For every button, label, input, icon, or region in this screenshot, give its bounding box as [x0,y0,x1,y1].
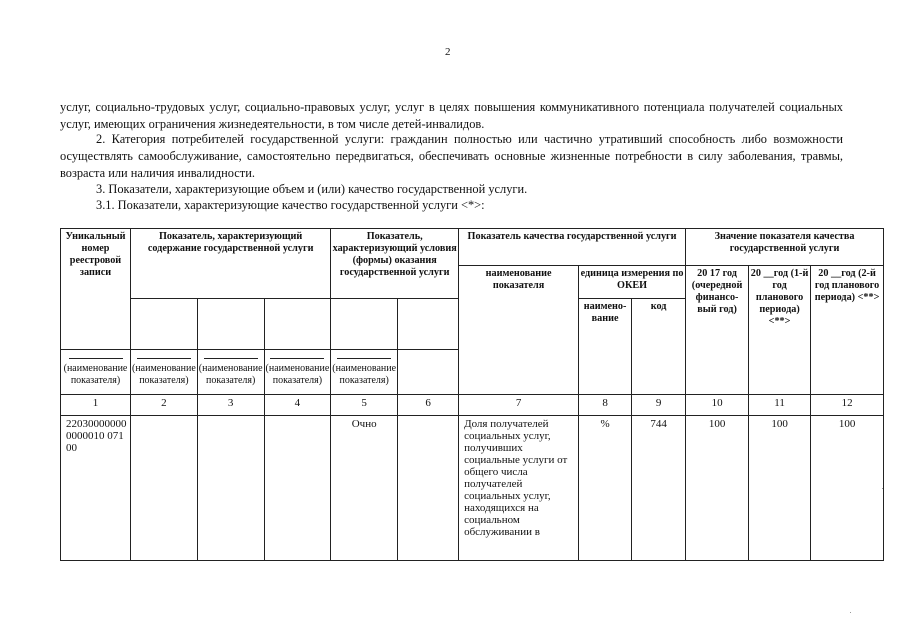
header-conditions-indicator: Показатель, характеризующий условия (формы) оказания государственной услуги [331,229,459,299]
cell-value-plan1: 100 [749,416,811,561]
sub-label-5: (наименование показателя) [332,363,397,386]
column-number: 11 [749,395,811,416]
cell-indicator-name: Доля получателей социальных услуг, получивших социальные услуги от общего числа получателей социальных услуг, находящихся на социальном обслуживании в [459,416,579,561]
cell-content-1 [131,416,198,561]
header-year-plan2: 20 __год (2-й год планового периода) <**> [811,266,884,395]
quality-indicators-table [60,228,884,561]
column-number: 1 [61,395,131,416]
column-number: 4 [264,395,331,416]
column-number: 10 [686,395,749,416]
header-okei-code: код [632,299,686,395]
column-number: 7 [459,395,579,416]
paragraph-quality-indicators-heading: 3.1. Показатели, характеризующие качество государственной услуги <*>: [96,198,485,212]
column-number: 9 [632,395,686,416]
column-number: 2 [131,395,198,416]
header-okei-unit: единица измерения по ОКЕИ [579,266,686,299]
column-number: 12 [811,395,884,416]
column-number: 8 [579,395,632,416]
paragraph-indicators-heading: 3. Показатели, характеризующие объем и (или) качество государственной услуги. [96,182,528,196]
cell-value-plan2: 100 [811,416,884,561]
column-number-row [61,395,884,416]
column-number: 5 [331,395,398,416]
scan-speck [850,612,851,613]
header-year-current: 20 17 год (очередной финансо-вый год) [686,266,749,395]
cell-unit: % [579,416,632,561]
header-quality-indicator: Показатель качества государственной услуги [459,229,686,266]
cell-code: 744 [632,416,686,561]
scan-speck [882,488,883,489]
cell-value-2017: 100 [686,416,749,561]
header-content-indicator: Показатель, характеризующий содержание государственной услуги [131,229,331,299]
table-row [61,416,884,561]
header-okei-name: наимено-вание [579,299,632,395]
paragraph-consumer-category: 2. Категория потребителей государственной услуги: гражданин полностью или частично утративший способность либо возможности осуществлять самообслуживание, самостоятельно передвигаться, обеспечивать основные жизненные потребности в силу заболевания, травмы, возраста или наличия инвалидности. [60,132,843,180]
cell-unique-number: 220300000000000010 07100 [61,416,131,561]
header-indicator-name: наименование показателя [459,266,579,395]
header-year-plan1: 20 __год (1-й год планового периода) <**> [749,266,811,395]
cell-content-2 [197,416,264,561]
cell-form: Очно [331,416,398,561]
sub-label-3: (наименование показателя) [198,363,263,386]
column-number: 3 [197,395,264,416]
header-unique-number: Уникальный номер реестровой записи [61,229,131,350]
cell-condition-2 [398,416,459,561]
page-number: 2 [445,46,451,58]
column-number: 6 [398,395,459,416]
sub-label-1: (наименование показателя) [63,363,128,386]
header-quality-value: Значение показателя качества государственной услуги [686,229,884,266]
sub-label-2: (наименование показателя) [132,363,196,386]
sub-label-4: (наименование показателя) [265,363,330,386]
paragraph-services-continued: услуг, социально-трудовых услуг, социально-правовых услуг, услуг в целях повышения коммуникативного потенциала получателей социальных услуг, имеющих ограничения жизнедеятельности, в том числе детей-инвалидов. [60,100,843,131]
cell-content-3 [264,416,331,561]
